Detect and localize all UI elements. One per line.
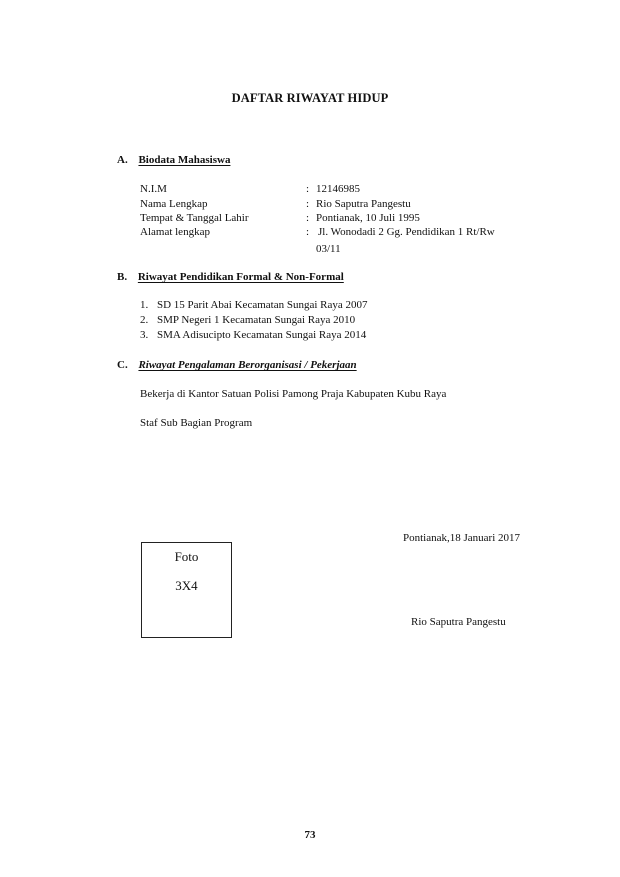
- education-item-text: SD 15 Parit Abai Kecamatan Sungai Raya 2007: [157, 299, 368, 311]
- biodata-value: Rio Saputra Pangestu: [316, 198, 411, 210]
- education-item: [140, 298, 368, 313]
- section-a-heading: [117, 153, 230, 168]
- experience-line: Bekerja di Kantor Satuan Polisi Pamong Praja Kabupaten Kubu Raya: [140, 388, 447, 400]
- section-a-title: Biodata Mahasiswa: [138, 154, 231, 166]
- section-b-heading: [117, 270, 344, 285]
- biodata-label: Nama Lengkap: [140, 198, 208, 210]
- education-item-number: 1.: [140, 299, 149, 311]
- section-b-letter: B.: [117, 271, 128, 283]
- document-title: DAFTAR RIWAYAT HIDUP: [231, 91, 389, 105]
- education-item-number: 3.: [140, 329, 149, 341]
- signature-place-date: Pontianak,18 Januari 2017: [403, 532, 521, 544]
- page-number: 73: [304, 829, 316, 841]
- section-c-heading: [117, 358, 357, 373]
- section-a-letter: A.: [117, 154, 128, 166]
- biodata-colon: :: [306, 183, 310, 195]
- education-item: [140, 313, 355, 328]
- biodata-label: N.I.M: [140, 183, 167, 195]
- biodata-label: Alamat lengkap: [140, 226, 210, 238]
- biodata-label: Tempat & Tanggal Lahir: [140, 212, 249, 224]
- photo-label: Foto: [174, 549, 199, 564]
- biodata-value: Pontianak, 10 Juli 1995: [316, 212, 420, 224]
- section-c-letter: C.: [117, 359, 128, 371]
- education-item-text: SMA Adisucipto Kecamatan Sungai Raya 2014: [157, 329, 367, 341]
- biodata-colon: :: [306, 198, 310, 210]
- biodata-row-address: [140, 225, 540, 259]
- biodata-row-nim: [140, 182, 540, 197]
- experience-line: Staf Sub Bagian Program: [140, 417, 253, 429]
- photo-size: 3X4: [175, 578, 198, 593]
- education-item: [140, 328, 366, 343]
- section-b-title: Riwayat Pendidikan Formal & Non-Formal: [137, 271, 344, 283]
- biodata-value: Jl. Wonodadi 2 Gg. Pendidikan 1 Rt/Rw: [318, 226, 495, 238]
- biodata-value: 12146985: [316, 183, 360, 195]
- education-item-number: 2.: [140, 314, 149, 326]
- biodata-value-continued: 03/11: [316, 243, 341, 255]
- biodata-colon: :: [306, 212, 310, 224]
- signature-name: Rio Saputra Pangestu: [411, 616, 506, 628]
- section-c-title: Riwayat Pengalaman Berorganisasi / Pekerjaan: [138, 359, 357, 371]
- biodata-row-name: [140, 197, 540, 212]
- biodata-row-birth: [140, 211, 540, 226]
- photo-placeholder: [141, 542, 232, 638]
- education-item-text: SMP Negeri 1 Kecamatan Sungai Raya 2010: [157, 314, 356, 326]
- biodata-colon: :: [306, 226, 310, 238]
